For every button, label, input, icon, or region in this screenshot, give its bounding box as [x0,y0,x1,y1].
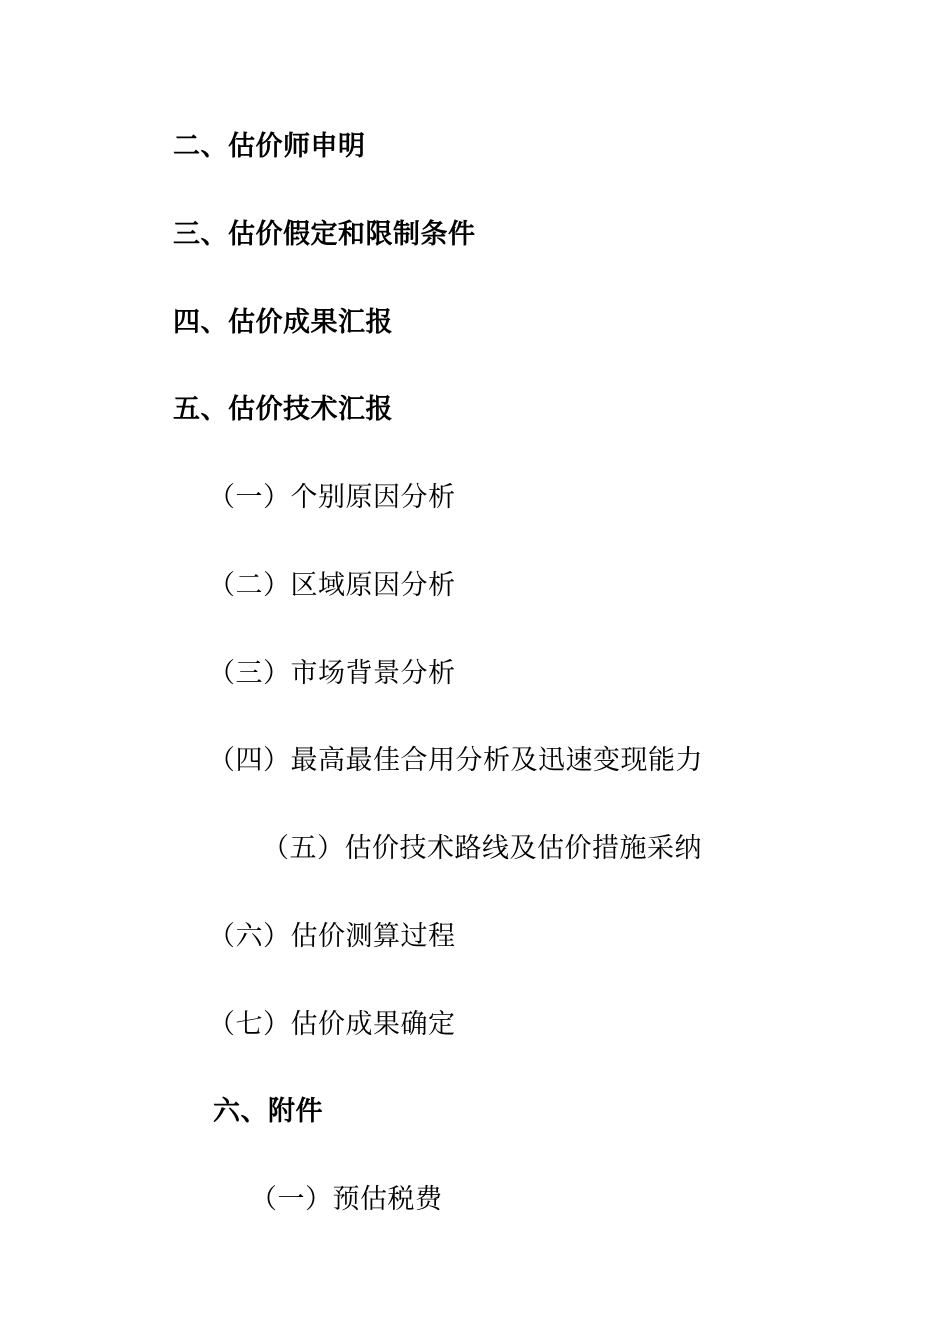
toc-subitem-5-6: （六）估价测算过程 [208,921,456,952]
toc-subitem-5-3: （三）市场背景分析 [208,658,456,689]
toc-subitem-5-4: （四）最高最佳合用分析及迅速变现能力 [208,745,703,776]
toc-subitem-5-1: （一）个别原因分析 [208,482,456,513]
toc-heading-3: 三、估价假定和限制条件 [173,219,476,250]
toc-heading-5: 五、估价技术汇报 [173,394,393,425]
toc-subitem-5-2: （二）区域原因分析 [208,570,456,601]
toc-subitem-6-1: （一）预估税费 [250,1184,443,1215]
toc-heading-2: 二、估价师申明 [173,131,366,162]
toc-subitem-5-7: （七）估价成果确定 [208,1009,456,1040]
toc-heading-6: 六、附件 [213,1096,323,1127]
toc-heading-4: 四、估价成果汇报 [173,307,393,338]
toc-subitem-5-5: （五）估价技术路线及估价措施采纳 [262,833,702,864]
